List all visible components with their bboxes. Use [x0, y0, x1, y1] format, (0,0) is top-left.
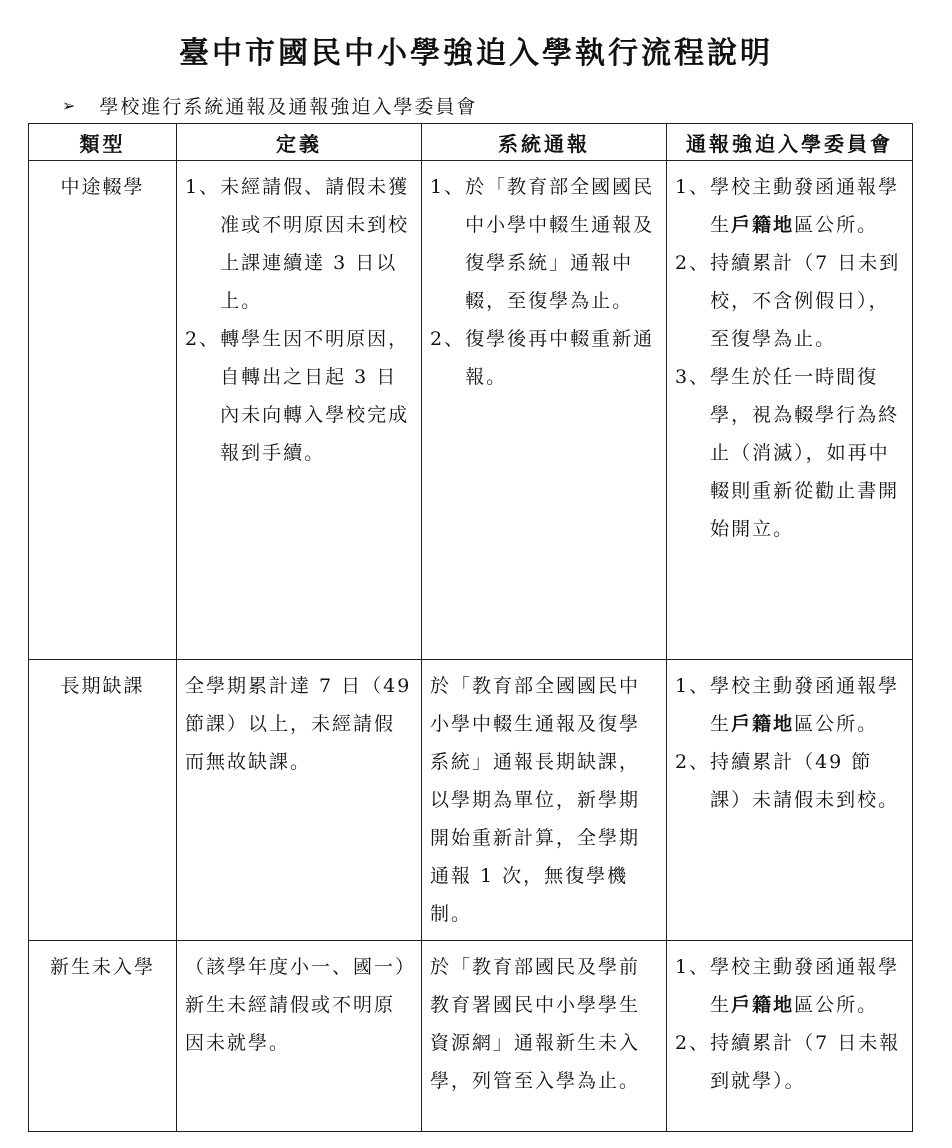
list-item — [185, 320, 413, 472]
table-row — [29, 941, 913, 1132]
header-system-report: 系統通報 — [422, 124, 667, 161]
list-item — [430, 320, 658, 396]
arrow-bullet-icon: ➢ — [62, 96, 78, 115]
item-text: 持續累計（7 日未報到就學）。 — [710, 1032, 901, 1092]
row-committee-report — [667, 161, 913, 660]
item-number: 2、 — [675, 252, 711, 274]
row-committee-report — [667, 660, 913, 941]
row-definition — [177, 941, 422, 1132]
row-system-report — [422, 660, 667, 941]
item-number: 3、 — [675, 366, 711, 388]
household-registration-emphasis: 戶籍地 — [731, 994, 795, 1016]
list-item — [675, 743, 904, 819]
row-type: 新生未入學 — [29, 941, 177, 1132]
item-number: 1、 — [675, 675, 711, 697]
page-title: 臺中市國民中小學強迫入學執行流程說明 — [179, 36, 773, 71]
item-number: 1、 — [185, 176, 221, 198]
item-number: 1、 — [675, 956, 711, 978]
row-committee-report — [667, 941, 913, 1132]
definition-text: 全學期累計達 7 日（49 節課）以上，未經請假而無故缺課。 — [185, 675, 412, 773]
definition-text: （該學年度小一、國一）新生未經請假或不明原因未就學。 — [185, 956, 407, 1054]
item-text: 於「教育部全國國民中小學中輟生通報及復學系統」通報中輟，至復學為止。 — [465, 176, 655, 312]
table-header-row — [29, 124, 913, 161]
list-item — [185, 168, 413, 320]
item-number: 2、 — [675, 1032, 711, 1054]
list-item — [430, 168, 658, 320]
header-type: 類型 — [29, 124, 177, 161]
row-definition — [177, 161, 422, 660]
section-heading — [62, 92, 477, 119]
item-text: 學校主動發函通報學生戶籍地區公所。 — [710, 956, 900, 1016]
list-item — [675, 948, 904, 1024]
row-type: 長期缺課 — [29, 660, 177, 941]
item-text: 持續累計（7 日未到校，不含例假日），至復學為止。 — [710, 252, 901, 350]
table-row — [29, 161, 913, 660]
list-item — [675, 358, 904, 548]
section-heading-text: 學校進行系統通報及通報強迫入學委員會 — [99, 96, 478, 118]
item-text: 未經請假、請假未獲准或不明原因未到校上課連續達 3 日以上。 — [220, 176, 410, 312]
item-text: 學校主動發函通報學生戶籍地區公所。 — [710, 675, 900, 735]
item-text: 學校主動發函通報學生戶籍地區公所。 — [710, 176, 900, 236]
item-number: 1、 — [675, 176, 711, 198]
header-definition: 定義 — [177, 124, 422, 161]
procedure-table — [28, 123, 913, 1132]
row-system-report — [422, 941, 667, 1132]
item-text: 轉學生因不明原因，自轉出之日起 3 日內未向轉入學校完成報到手續。 — [220, 328, 410, 464]
household-registration-emphasis: 戶籍地 — [731, 713, 795, 735]
row-type: 中途輟學 — [29, 161, 177, 660]
header-committee-report: 通報強迫入學委員會 — [667, 124, 913, 161]
list-item — [675, 667, 904, 743]
system-report-text: 於「教育部全國國民中小學中輟生通報及復學系統」通報長期缺課，以學期為單位，新學期開始重新計算，全學期通報 1 次，無復學機制。 — [430, 675, 641, 925]
list-item — [675, 1024, 904, 1100]
item-number: 2、 — [675, 751, 711, 773]
system-report-text: 於「教育部國民及學前教育署國民中小學學生資源網」通報新生未入學，列管至入學為止。 — [430, 956, 641, 1092]
table-row — [29, 660, 913, 941]
row-system-report — [422, 161, 667, 660]
list-item — [675, 168, 904, 244]
item-number: 2、 — [430, 328, 466, 350]
item-number: 1、 — [430, 176, 466, 198]
item-number: 2、 — [185, 328, 221, 350]
row-definition — [177, 660, 422, 941]
item-text: 學生於任一時間復學，視為輟學行為終止（消滅），如再中輟則重新從勸止書開始開立。 — [710, 366, 900, 540]
household-registration-emphasis: 戶籍地 — [731, 214, 795, 236]
item-text: 復學後再中輟重新通報。 — [465, 328, 655, 388]
item-text: 持續累計（49 節課）未請假未到校。 — [710, 751, 900, 811]
list-item — [675, 244, 904, 358]
